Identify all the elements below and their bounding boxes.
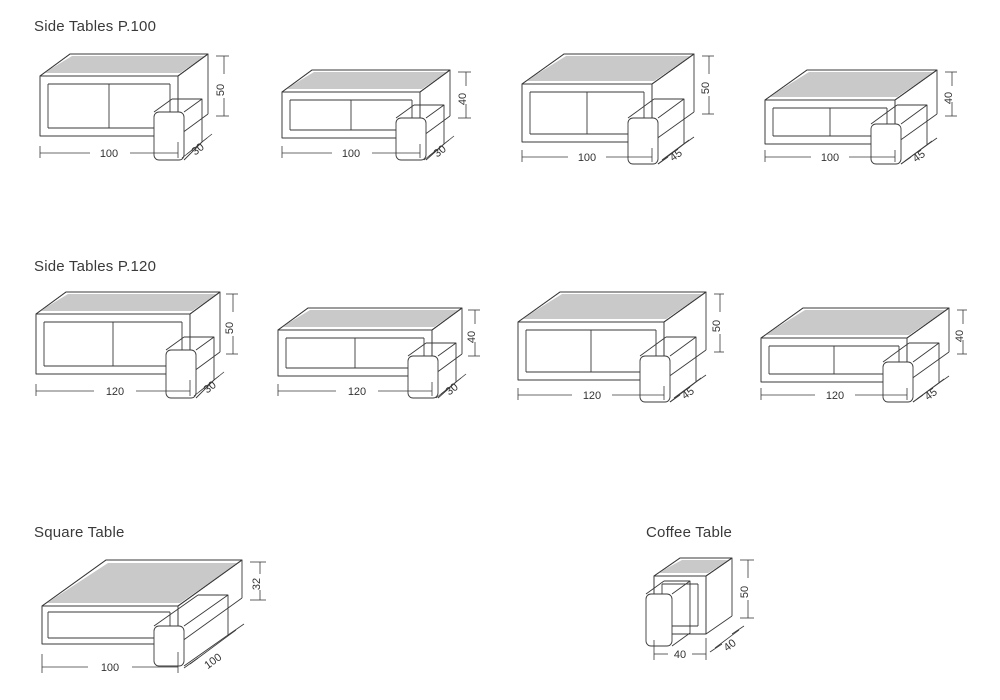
- dim-height-label: 40: [457, 92, 469, 106]
- dim-width-label: 120: [582, 390, 602, 402]
- dim-height-label: 32: [251, 577, 263, 591]
- dim-width-label: 120: [825, 390, 845, 402]
- dim-width-label: 100: [341, 148, 361, 160]
- figure-side-table-100-30-40: [272, 46, 487, 166]
- dim-height-label: 40: [466, 330, 478, 344]
- dim-width-label: 120: [347, 386, 367, 398]
- figure-side-table-120-30-50: [30, 284, 245, 404]
- dim-depth-label: 30: [189, 141, 207, 159]
- dim-width-label: 100: [577, 152, 597, 164]
- figure-side-table-100-45-50: [512, 46, 727, 166]
- dim-depth-label: 45: [922, 386, 940, 404]
- dim-depth-label: 45: [679, 385, 697, 403]
- section-title-side-tables-120: Side Tables P.120: [34, 258, 157, 275]
- dim-height-label: 40: [954, 329, 966, 343]
- dim-depth-label: 30: [443, 381, 461, 399]
- dim-height-label: 50: [224, 321, 236, 335]
- dim-depth-label: 45: [910, 148, 928, 166]
- dim-width-label: 100: [820, 152, 840, 164]
- dim-height-label: 40: [943, 91, 955, 105]
- figure-square-table-100-100-32: [30, 548, 280, 688]
- section-title-square-table: Square Table: [34, 524, 125, 541]
- dim-width-label: 100: [99, 148, 119, 160]
- figure-side-table-100-30-50: [30, 46, 245, 166]
- dim-depth-label: 40: [721, 637, 739, 655]
- section-title-side-tables-100: Side Tables P.100: [34, 18, 157, 35]
- dim-height-label: 50: [700, 81, 712, 95]
- dim-depth-label: 45: [667, 147, 685, 165]
- dim-depth-label: 30: [201, 379, 219, 397]
- figure-side-table-120-45-40: [755, 284, 970, 404]
- dim-width-label: 100: [100, 662, 120, 674]
- figure-side-table-120-30-40: [272, 284, 487, 404]
- section-title-coffee-table: Coffee Table: [646, 524, 733, 541]
- figure-coffee-table-40-40-50: [644, 548, 789, 678]
- dim-width-label: 120: [105, 386, 125, 398]
- dim-height-label: 50: [215, 83, 227, 97]
- dim-width-label: 40: [673, 649, 687, 661]
- figure-side-table-100-45-40: [755, 46, 970, 166]
- figure-side-table-120-45-50: [512, 284, 727, 404]
- dim-depth-label: 100: [202, 651, 225, 672]
- dim-height-label: 50: [739, 585, 751, 599]
- dim-depth-label: 30: [431, 143, 449, 161]
- dim-height-label: 50: [711, 319, 723, 333]
